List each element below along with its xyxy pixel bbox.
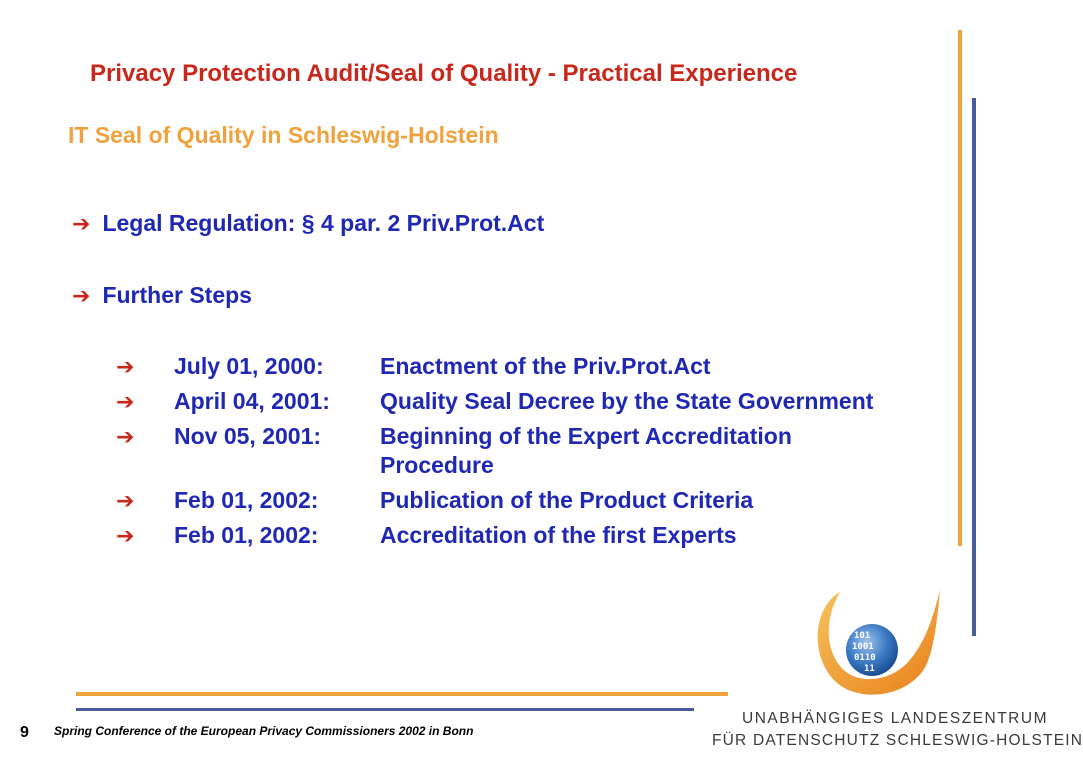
step-item — [116, 486, 916, 515]
arrow-icon: ➔ — [116, 354, 135, 379]
step-item — [116, 521, 916, 550]
bullet-label: Legal Regulation: § 4 par. 2 Priv.Prot.Act — [102, 210, 545, 236]
page-number: 9 — [20, 724, 29, 741]
logo-binary-row: 1001 — [852, 642, 874, 652]
organization-name-line2: FÜR DATENSCHUTZ SCHLESWIG-HOLSTEIN — [712, 732, 1083, 749]
step-description: Quality Seal Decree by the State Government — [380, 388, 874, 414]
logo-binary-row: 0110 — [854, 653, 876, 663]
step-description: Accreditation of the first Experts — [380, 522, 737, 548]
step-date: April 04, 2001: — [174, 388, 330, 414]
step-item — [116, 352, 916, 381]
arrow-icon: ➔ — [72, 283, 91, 308]
step-item — [116, 387, 916, 416]
step-description: Enactment of the Priv.Prot.Act — [380, 353, 711, 379]
step-date: Nov 05, 2001: — [174, 423, 322, 449]
slide-title: Privacy Protection Audit/Seal of Quality - Practical Experience — [90, 60, 798, 87]
bullet-label: Further Steps — [102, 282, 252, 308]
bullet-further-steps — [72, 282, 252, 309]
vertical-orange-rule — [958, 30, 962, 546]
vertical-blue-rule — [972, 98, 976, 636]
data-protection-logo — [806, 586, 946, 706]
slide-subtitle: IT Seal of Quality in Schleswig-Holstein — [68, 122, 499, 148]
step-date: Feb 01, 2002: — [174, 487, 319, 513]
arrow-icon: ➔ — [116, 389, 135, 414]
step-date: July 01, 2000: — [174, 353, 324, 379]
logo-binary-row: 11 — [864, 664, 875, 674]
arrow-icon: ➔ — [116, 523, 135, 548]
arrow-icon: ➔ — [116, 488, 135, 513]
arrow-icon: ➔ — [116, 424, 135, 449]
horizontal-orange-rule — [76, 692, 728, 696]
step-description: Beginning of the Expert Accreditation Procedure — [380, 423, 792, 478]
step-description: Publication of the Product Criteria — [380, 487, 754, 513]
steps-list — [116, 352, 916, 550]
organization-name-line1: UNABHÄNGIGES LANDESZENTRUM — [742, 710, 1048, 727]
step-date: Feb 01, 2002: — [174, 522, 319, 548]
footer-conference: Spring Conference of the European Privacy Commissioners 2002 in Bonn — [54, 724, 474, 738]
horizontal-blue-rule — [76, 708, 694, 711]
step-item — [116, 422, 916, 480]
logo-binary-row: 101 — [854, 631, 871, 641]
arrow-icon: ➔ — [72, 211, 91, 236]
bullet-legal-regulation — [72, 210, 544, 237]
